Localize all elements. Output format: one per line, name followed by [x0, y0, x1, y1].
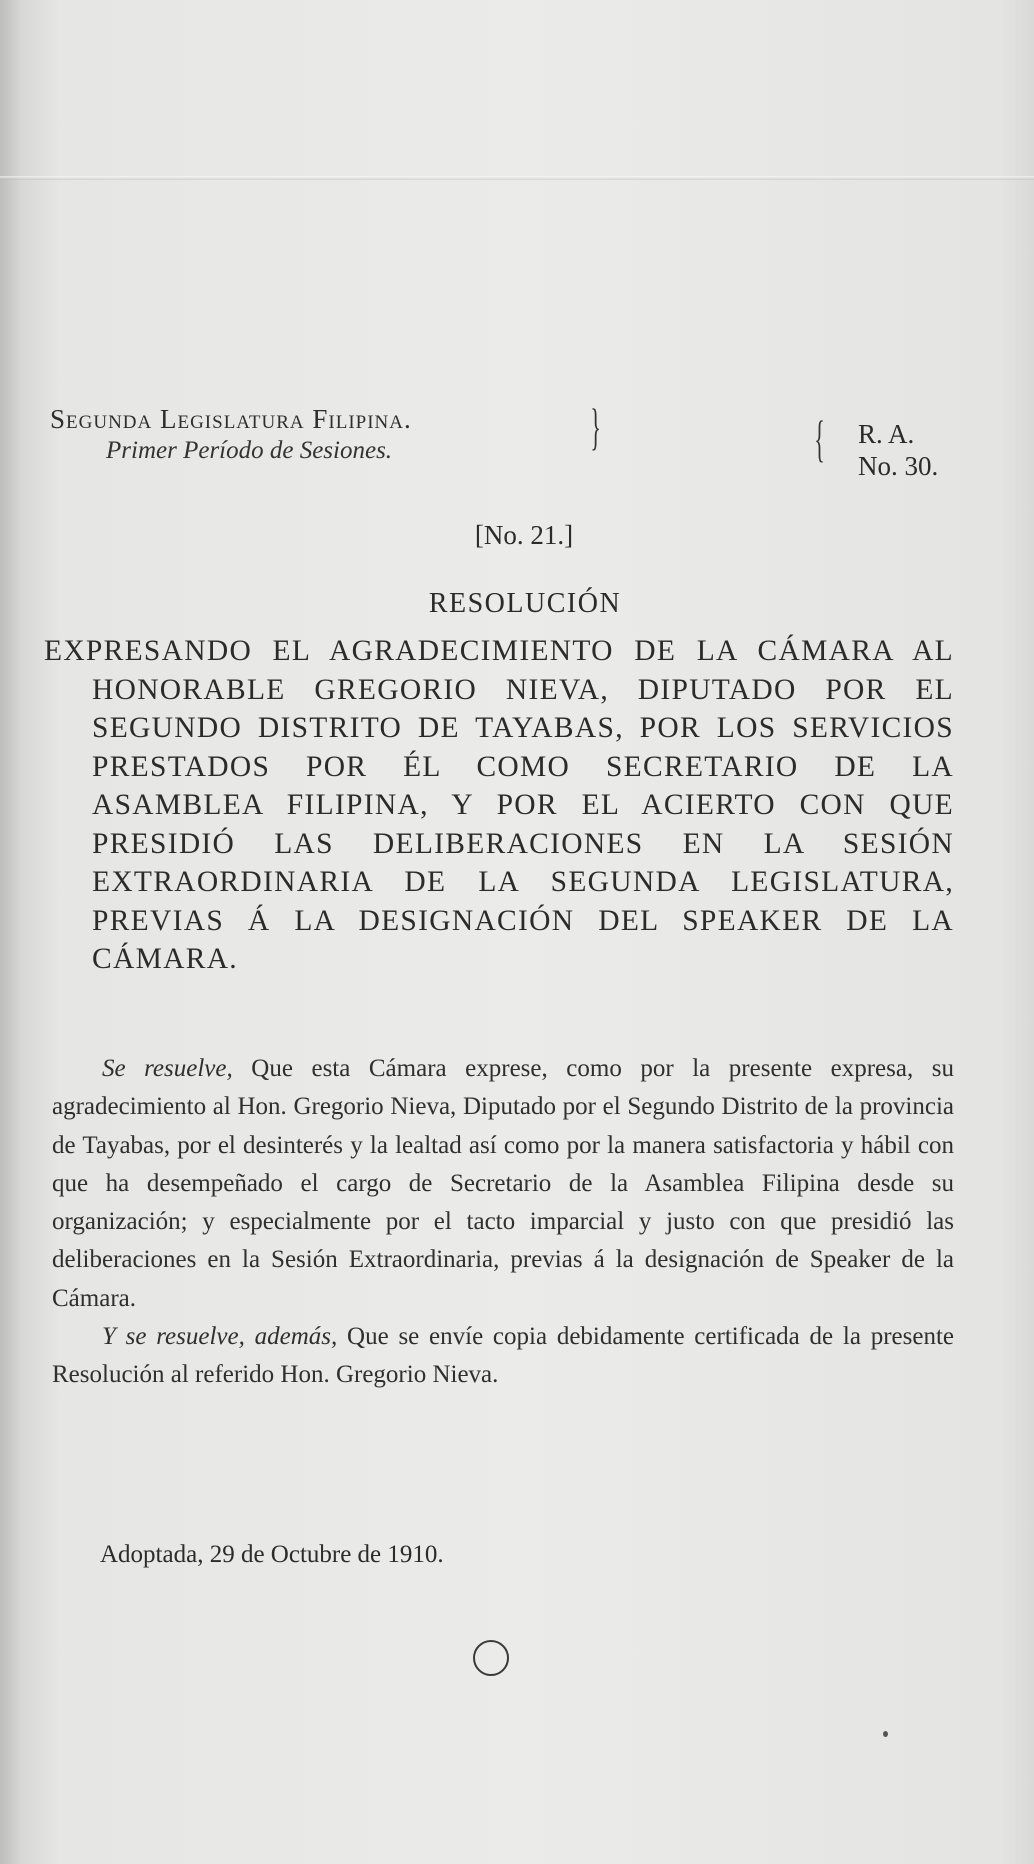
resolution-title: RESOLUCIÓN [428, 588, 622, 619]
page-fold-line [0, 176, 1034, 180]
session-name: Primer Período de Sesiones. [106, 437, 393, 464]
document-number: [No. 21.] [474, 520, 574, 550]
left-brace: } [590, 399, 601, 456]
right-brace: { [814, 411, 825, 468]
paragraph-1-lead: Se resuelve, [102, 1055, 233, 1082]
adoption-date: Adoptada, 29 de Octubre de 1910. [100, 1541, 444, 1568]
reference-number: No. 30. [858, 451, 939, 481]
ink-speck [883, 1731, 888, 1737]
legislature-header [50, 404, 580, 465]
paragraph-1-text: Que esta Cámara exprese, como por la presente expresa, su agradecimiento al Hon. Gregorio Nieva, Diputado por el Segundo Distrito de la provincia de Tayabas, por el desinterés y la lealtad así como por la manera satisfactoria y hábil con que ha desempeñado el cargo de Secretario de la Asamblea Filipina desde su organización; y especialmente por el tacto imparcial y justo con que presidió las deliberaciones en la Sesión Extraordinaria, previas á la designación de Speaker de la Cámara. [52, 1055, 954, 1312]
body-paragraph-1 [52, 1050, 954, 1318]
resolution-body [52, 1050, 954, 1395]
resolution-heading [44, 632, 954, 979]
body-paragraph-2 [52, 1318, 954, 1395]
resolution-heading-text: EXPRESANDO EL AGRADECIMIENTO DE LA CÁMARA AL HONORABLE GREGORIO NIEVA, DIPUTADO POR EL SEGUNDO DISTRITO DE TAYABAS, POR LOS SERVICIOS PRESTADOS POR ÉL COMO SECRETARIO DE LA ASAMBLEA FILIPINA, Y POR EL ACIERTO CON QUE PRESIDIÓ LAS DELIBERACIONES EN LA SESIÓN EXTRAORDINARIA DE LA SEGUNDA LEGISLATURA, PREVIAS Á LA DESIGNACIÓN DEL SPEAKER DE LA CÁMARA. [44, 635, 954, 975]
paragraph-2-text: Que se envíe copia debidamente certificada de la presente Resolución al referido Hon. Gregorio Nieva. [52, 1323, 954, 1389]
resolution-reference [858, 418, 938, 482]
legislature-name: Segunda Legislatura Filipina. [50, 404, 412, 434]
reference-series: R. A. [858, 419, 915, 449]
paragraph-2-lead: Y se resuelve, además, [102, 1323, 338, 1351]
end-circle-mark [473, 1640, 509, 1676]
